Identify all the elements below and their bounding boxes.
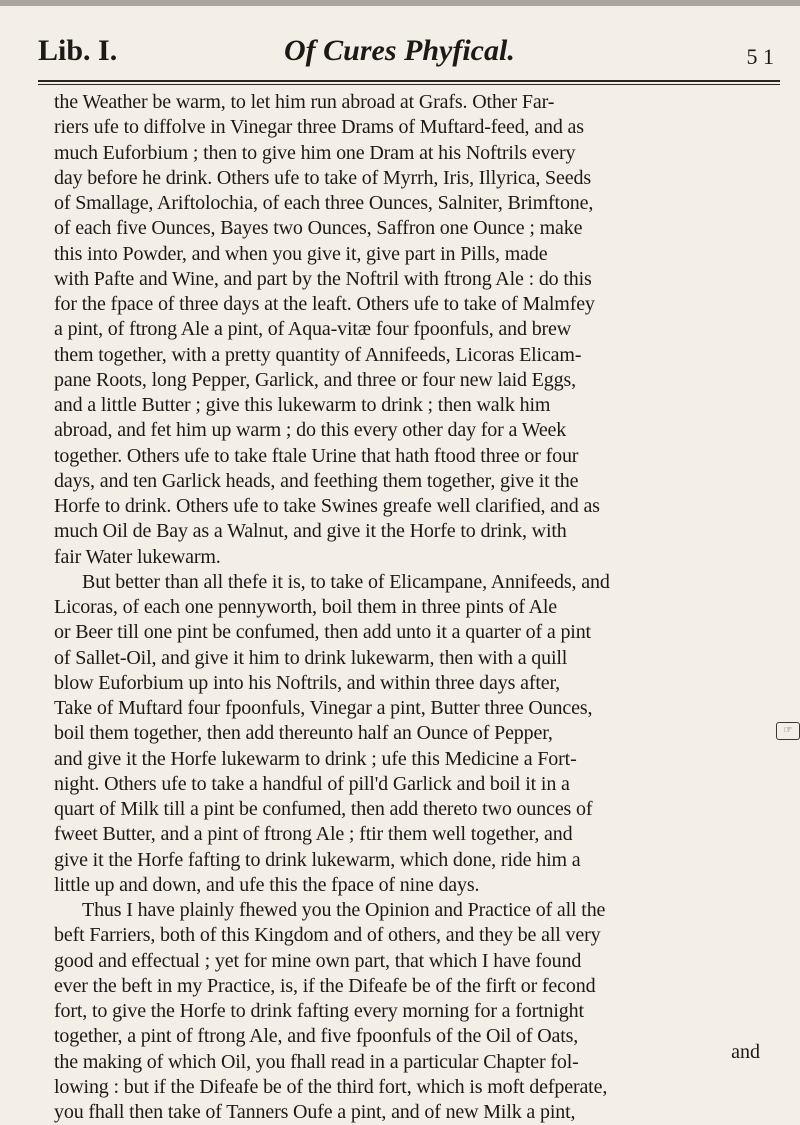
text-line: a pint, of ftrong Ale a pint, of Aqua-vitæ four fpoonfuls, and brew <box>54 318 572 341</box>
running-title: Of Cures Phyfical. <box>284 34 515 67</box>
text-line: or Beer till one pint be confumed, then add unto it a quarter of a pint <box>54 621 591 644</box>
text-line: blow Euforbium up into his Noftrils, and within three days after, <box>54 671 561 694</box>
header-rule-thin <box>38 84 780 85</box>
text-line: fweet Butter, and a pint of ftrong Ale ; ftir them well together, and <box>54 823 573 846</box>
text-line: riers ufe to diffolve in Vinegar three Drams of Muftard-feed, and as <box>54 116 584 139</box>
text-line: fair Water lukewarm. <box>54 545 221 568</box>
text-line: pane Roots, long Pepper, Garlick, and three or four new laid Eggs, <box>54 368 576 391</box>
text-line: the Weather be warm, to let him run abroad at Grafs. Other Far- <box>54 91 555 113</box>
body-text <box>54 90 780 1125</box>
text-line: for the fpace of three days at the leaft. Others ufe to take of Malmfey <box>54 293 595 315</box>
text-line: ever the beft in my Practice, is, if the Difeafe be of the firft or fecond <box>54 974 596 997</box>
text-line: them together, with a pretty quantity of Annifeeds, Licoras Elicam- <box>54 343 582 366</box>
text-line: together. Others ufe to take ftale Urine that hath ftood three or four <box>54 444 579 467</box>
text-line: Thus I have plainly fhewed you the Opinion and Practice of all the <box>82 899 606 921</box>
text-line: the making of which Oil, you fhall read in a particular Chapter fol- <box>54 1050 579 1073</box>
text-line: of Smallage, Ariftolochia, of each three Ounces, Salniter, Brimftone, <box>54 192 594 214</box>
text-line: lowing : but if the Difeafe be of the third fort, which is moft defperate, <box>54 1075 608 1098</box>
text-line: Licoras, of each one pennyworth, boil them in three pints of Ale <box>54 596 558 618</box>
catchword: and <box>731 1041 760 1063</box>
text-line: with Pafte and Wine, and part by the Noftril with ftrong Ale : do this <box>54 267 592 290</box>
text-line: But better than all thefe it is, to take of Elicampane, Annifeeds, and <box>82 570 610 593</box>
text-line: day before he drink. Others ufe to take of Myrrh, Iris, Illyrica, Seeds <box>54 166 591 189</box>
text-line: of each five Ounces, Bayes two Ounces, Saffron one Ounce ; make <box>54 217 583 240</box>
text-line: night. Others ufe to take a handful of pill'd Garlick and boil it in a <box>54 772 570 795</box>
page-top-edge <box>0 0 800 6</box>
text-line: give it the Horfe fafting to drink lukewarm, which done, ride him a <box>54 848 581 871</box>
text-line: little up and down, and ufe this the fpace of nine days. <box>54 873 480 896</box>
text-line: and a little Butter ; give this lukewarm to drink ; then walk him <box>54 394 551 416</box>
text-line: fort, to give the Horfe to drink fafting every morning for a fortnight <box>54 1000 584 1022</box>
text-line: good and effectual ; yet for mine own part, that which I have found <box>54 949 582 972</box>
text-line: Take of Muftard four fpoonfuls, Vinegar a pint, Butter three Ounces, <box>54 697 593 719</box>
text-line: boil them together, then add thereunto half an Ounce of Pepper, <box>54 722 553 745</box>
text-line: together, a pint of ftrong Ale, and five fpoonfuls of the Oil of Oats, <box>54 1025 579 1048</box>
text-line: you fhall then take of Tanners Oufe a pint, and of new Milk a pint, <box>54 1101 576 1123</box>
text-line: much Oil de Bay as a Walnut, and give it the Horfe to drink, with <box>54 520 567 543</box>
page-header <box>38 28 774 74</box>
text-line: quart of Milk till a pint be confumed, then add thereto two ounces of <box>54 798 593 820</box>
text-line: of Sallet-Oil, and give it him to drink lukewarm, then with a quill <box>54 646 568 669</box>
page-number: 5 1 <box>746 44 774 69</box>
text-line: days, and ten Garlick heads, and feething them together, give it the <box>54 469 579 492</box>
text-line: Horfe to drink. Others ufe to take Swines greafe well clarified, and as <box>54 495 600 517</box>
text-line: beft Farriers, both of this Kingdom and of others, and they be all very <box>54 924 601 947</box>
book-label: Lib. I. <box>38 34 118 67</box>
text-line: and give it the Horfe lukewarm to drink ; ufe this Medicine a Fort- <box>54 747 577 770</box>
text-line: much Euforbium ; then to give him one Dram at his Noftrils every <box>54 141 576 164</box>
header-rule <box>38 80 780 82</box>
text-line: this into Powder, and when you give it, give part in Pills, made <box>54 242 548 265</box>
text-line: abroad, and fet him up warm ; do this every other day for a Week <box>54 419 567 442</box>
margin-pointer-icon: ☞ <box>776 722 800 740</box>
